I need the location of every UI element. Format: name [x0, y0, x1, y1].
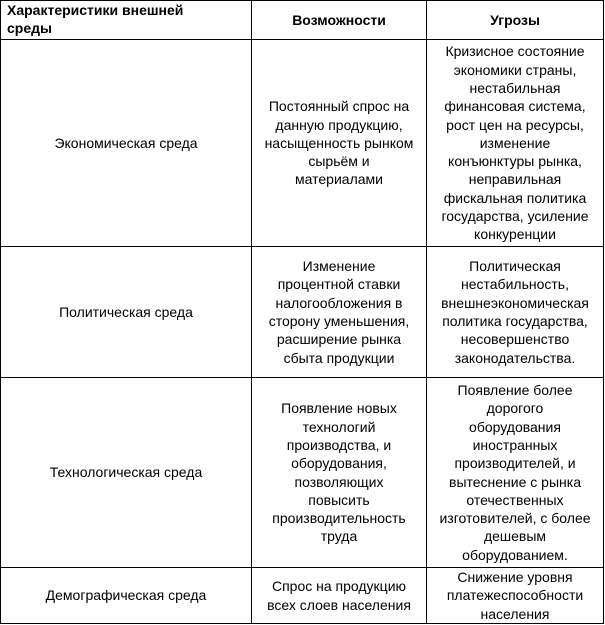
opportunities-cell: Появление новых технологий производства, и оборудования, позволяющих повысить производительность труда	[252, 378, 427, 568]
table-row	[1, 378, 604, 568]
table-row	[1, 247, 604, 378]
threats-cell: Политическая нестабильность, внешнеэкономическая политика государства, несовершенство законодательства.	[427, 247, 604, 378]
table-header-row	[1, 1, 604, 40]
opportunities-cell: Спрос на продукцию всех слоев населения	[252, 568, 427, 624]
opportunities-cell: Постоянный спрос на данную продукцию, насыщенность рынком сырьём и материалами	[252, 40, 427, 247]
environment-cell: Политическая среда	[1, 247, 252, 378]
environment-cell: Технологическая среда	[1, 378, 252, 568]
opportunities-cell: Изменение процентной ставки налогообложения в сторону уменьшения, расширение рынка сбыта продукции	[252, 247, 427, 378]
threats-cell: Снижение уровня платежеспособности населения	[427, 568, 604, 624]
header-threats: Угрозы	[427, 1, 604, 40]
table-row	[1, 40, 604, 247]
environment-cell: Экономическая среда	[1, 40, 252, 247]
header-environment-characteristics: Характеристики внешней среды	[1, 1, 252, 40]
threats-cell: Кризисное состояние экономики страны, нестабильная финансовая система, рост цен на ресурсы, изменение конъюнктуры рынка, неправильная фискальная политика государства, усиление конкуренции	[427, 40, 604, 247]
header-opportunities: Возможности	[252, 1, 427, 40]
threats-cell: Появление более дорогого оборудования иностранных производителей, и вытеснение с рынка отечественных изготовителей, с более дешевым оборудованием.	[427, 378, 604, 568]
table-row	[1, 568, 604, 624]
environment-cell: Демографическая среда	[1, 568, 252, 624]
